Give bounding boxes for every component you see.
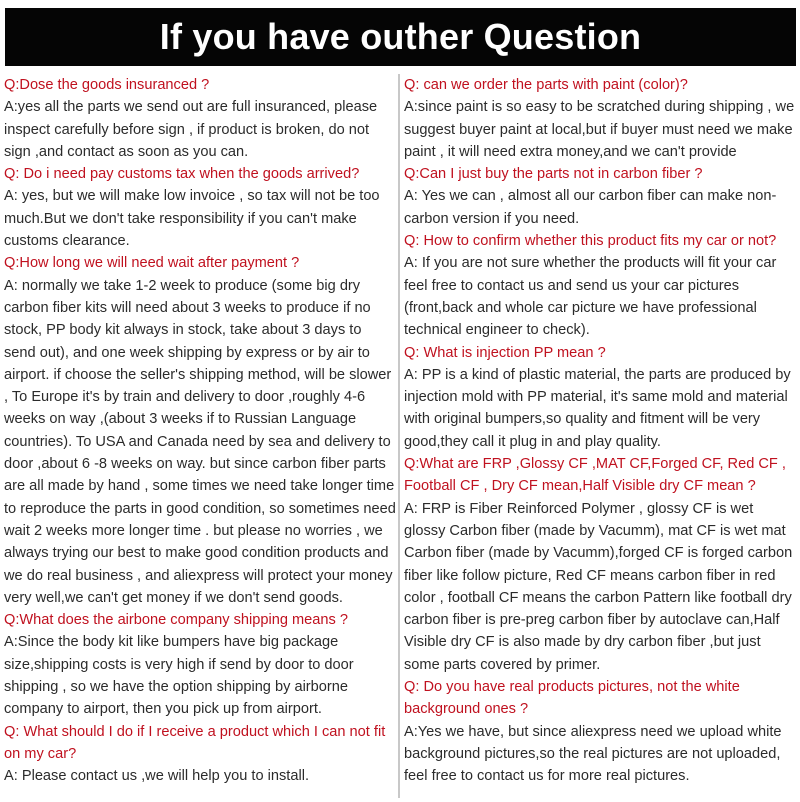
faq-question: Q:What does the airbone company shipping means ?	[4, 612, 348, 629]
faq-answer: A:Since the body kit like bumpers have big package size,shipping costs is very high if send by door to door shipping , so we have the option shipping by airborne company to airport, then you pick up from airport.	[4, 634, 354, 718]
faq-item-wait-time	[4, 252, 396, 609]
faq-item-airbone-shipping	[4, 609, 396, 720]
faq-question: Q:How long we will need wait after payment ?	[4, 255, 300, 272]
faq-question: Q:Can I just buy the parts not in carbon fiber ?	[404, 166, 703, 183]
faq-question: Q:Dose the goods insuranced ?	[4, 77, 210, 93]
faq-right-column	[404, 74, 798, 800]
header-banner	[5, 8, 796, 66]
faq-item-paint	[404, 74, 798, 163]
faq-answer: A: FRP is Fiber Reinforced Polymer , glossy CF is wet glossy Carbon fiber (made by Vacumm), mat CF is wet mat Carbon fiber (made by Vacumm),forged CF is forged carbon fiber like follow picture, Red CF means carbon fiber in red color , football CF means the carbon Pattern like football dry carbon fiber is pre-preg carbon fiber by autoclave can,Half Visible dry CF is also made by dry carbon fiber ,but just some parts covered by primer.	[404, 500, 793, 673]
page-title: If you have outher Question	[159, 16, 642, 57]
faq-answer: A: PP is a kind of plastic material, the parts are produced by injection mold with PP material, it's same mold and material with original bumpers,so quality and fitment will be very good,they call it plug in and play quality.	[404, 366, 791, 450]
faq-item-customs-tax	[4, 163, 396, 252]
faq-left-column	[4, 74, 396, 800]
faq-question: Q: What is injection PP mean ?	[404, 344, 606, 361]
faq-item-fitment-issue	[4, 721, 396, 788]
faq-item-materials	[404, 453, 798, 676]
faq-answer: A:since paint is so easy to be scratched during shipping , we suggest buyer paint at local,but if buyer must need we make paint , it will need extra money,and we can't provide	[404, 99, 795, 160]
faq-question: Q: What should I do if I receive a product which I can not fit on my car?	[4, 723, 386, 762]
faq-answer: A: yes, but we will make low invoice , so tax will not be too much.But we don't take responsibility if you can't make customs clearance.	[4, 188, 380, 250]
faq-item-injection-pp	[404, 342, 798, 453]
column-divider	[398, 74, 400, 798]
faq-question: Q: How to confirm whether this product fits my car or not?	[404, 233, 777, 250]
faq-item-non-carbon	[404, 163, 798, 230]
faq-item-real-pictures	[404, 676, 798, 787]
faq-question: Q: Do you have real products pictures, not the white background ones ?	[404, 679, 740, 718]
faq-item-insurance	[4, 74, 396, 163]
faq-question: Q: Do i need pay customs tax when the goods arrived?	[4, 166, 360, 183]
faq-answer: A: If you are not sure whether the products will fit your car feel free to contact us and send us your car pictures (front,back and whole car picture we have professional technical engineer to check).	[404, 255, 777, 339]
faq-answer: A: normally we take 1-2 week to produce (some big dry carbon fiber kits will need about 3 weeks to produce if no stock, PP body kit always in stock, take about 3 days to send out), and one week shipping by express or by air to airport. if choose the seller's shipping method, will be slower , To Europe it's by train and delivery to door ,roughly 4-6 weeks on way ,(about 3 weeks if to Russian Language countries). To USA and Canada need by sea and delivery to door ,about 6 -8 weeks on way. but since carbon fiber parts are all made by hand , some times we need take longer time to reproduce the parts in good condition, so sometimes need wait 2 weeks more longer time . but please no worries , we always trying our best to make good condition products and we do real business , and aliexpress will protect your money very well,we can't get money if we don't send goods.	[4, 277, 396, 606]
faq-answer: A:yes all the parts we send out are full insuranced, please inspect carefully before sign , if product is broken, do not sign ,and contact as soon as you can.	[4, 99, 378, 160]
faq-question: Q:What are FRP ,Glossy CF ,MAT CF,Forged CF, Red CF , Football CF , Dry CF mean,Half Visible dry CF mean ?	[404, 456, 786, 495]
faq-answer: A:Yes we have, but since aliexpress need we upload white background pictures,so the real pictures are not uploaded, feel free to contact us for more real pictures.	[404, 723, 782, 785]
faq-item-fit-confirm	[404, 230, 798, 341]
faq-answer: A: Yes we can , almost all our carbon fiber can make non-carbon version if you need.	[404, 188, 777, 227]
faq-answer: A: Please contact us ,we will help you to install.	[4, 768, 310, 785]
faq-question: Q: can we order the parts with paint (color)?	[404, 77, 688, 93]
